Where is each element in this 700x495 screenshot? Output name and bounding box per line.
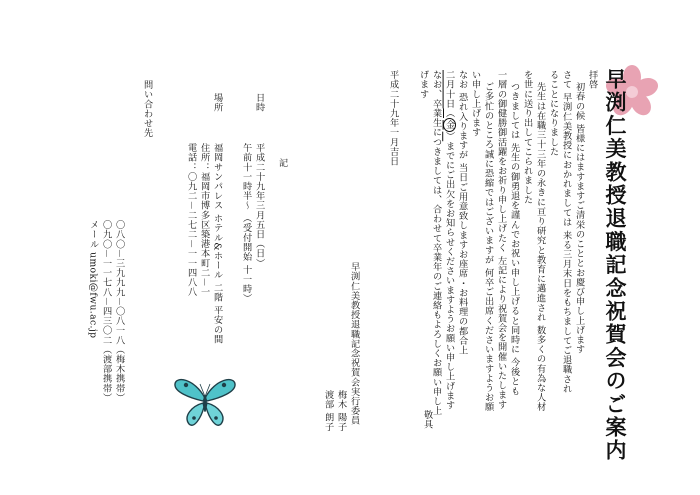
committee-member-2: 渡部 朗子 [322, 390, 334, 432]
venue-phone: 電話：〇九二－二七二－一一四八八 [185, 143, 197, 297]
datetime-label: 日時 [253, 93, 265, 113]
venue-address: 住所：福岡市博多区築港本町二－一 [198, 143, 210, 297]
body-line-1: 初春の候 皆様にはますますご清栄のこととお慶び申し上げます [573, 82, 585, 355]
contact-phone-1: 〇八〇－三九九九－〇八一八（梅木携帯） [113, 220, 125, 403]
deadline-date: 二月十日 [443, 70, 455, 109]
event-date: 平成二十九年三月五日（日） [253, 143, 265, 268]
body-line-7: 一層の御健勝御活躍をお祈り申し上げたく 左記により祝賀会を開催いたします [495, 70, 507, 410]
butterfly-icon [172, 374, 238, 434]
committee-member-1: 梅木 陽子 [335, 390, 347, 432]
contact-label: 問い合わせ先 [141, 80, 153, 138]
venue-label: 場所 [211, 93, 223, 113]
venue-name: 福岡サンパレス ホテル&ホール 二階 平安の間 [211, 143, 223, 344]
document-title: 早渕仁美教授退職記念祝賀会のご案内 [603, 68, 627, 463]
body-line-3: ることになりました [547, 70, 559, 157]
body-line-12: なお、卒業生につきましては、合わせて卒業年のご連絡もよろしくお願い申し上 [430, 70, 442, 416]
body-line-5: を世に送り出してこられました [521, 70, 533, 205]
body-line-9: い申し上げます [469, 70, 481, 138]
body-line-10: なお 恐れ入りますが 当日ご用意致しますお座席・お料理の都合上 [456, 70, 468, 356]
organizer-name: 早渕仁美教授退職記念祝賀会実行委員 [348, 262, 360, 426]
body-line-8: ご多忙のところ誠に恐縮ではございますが 何卒ご出席くださいますようお願 [482, 82, 494, 412]
contact-email: メール umoki@fwu.ac.jp [87, 220, 99, 339]
event-time: 午前十一時半～ （受付開始 十一時） [240, 143, 252, 304]
body-line-13: げます [417, 70, 429, 99]
body-line-11: までにご出欠をお知らせくださいますようお願い申し上げます [443, 141, 455, 411]
greeting: 拝啓 [586, 70, 598, 90]
body-line-6: つきましては 先生の御勇退を謹んでお祝い申し上げると同時に 今後とも [508, 82, 520, 396]
letter-date: 平成二十九年一月吉日 [387, 70, 399, 166]
deadline-line: 二月十日（金）までにご出欠をお知らせくださいますようお願い申し上げます [443, 70, 455, 411]
deadline-day: 金 [443, 120, 455, 130]
ki-heading: 記 [276, 158, 288, 168]
closing-text: 敬具 [421, 410, 433, 430]
body-line-2: さて 早渕仁美教授におかれましては 来る三月末日をもちましてご退職され [560, 70, 572, 394]
body-line-4: 先生は在職三十三年の永きに亘り研究と教育に邁進され 数多くの有為な人材 [534, 82, 546, 412]
contact-phone-2: 〇九〇－一一七八－四三〇二（渡部携帯） [100, 220, 112, 403]
